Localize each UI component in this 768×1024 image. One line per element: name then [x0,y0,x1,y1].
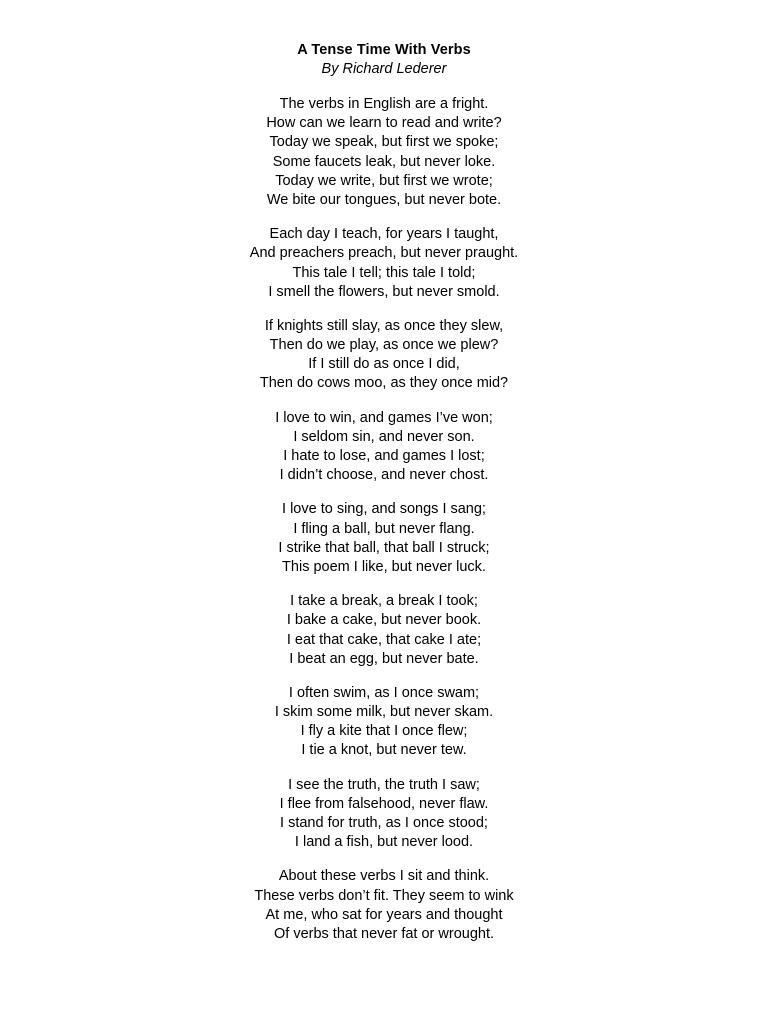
poem-author: By Richard Lederer [321,61,447,77]
poem-line: I eat that cake, that cake I ate; [286,631,482,648]
poem-line: I strike that ball, that ball I struck; [278,539,490,556]
stanza-9 [0,867,768,944]
stanza-3 [0,317,768,394]
poem-line: How can we learn to read and write? [266,115,502,132]
poem-line: If I still do as once I did, [308,356,460,373]
poem-line: I take a break, a break I took; [290,593,478,610]
poem-line: And preachers preach, but never praught. [249,245,519,262]
poem-line: Each day I teach, for years I taught, [269,226,499,243]
stanza-7 [0,684,768,761]
poem-line: I love to win, and games I’ve won; [275,409,493,426]
poem-line: Then do we play, as once we plew? [269,337,499,354]
poem-line: Then do cows moo, as they once mid? [259,375,509,392]
poem-title: A Tense Time With Verbs [297,42,471,58]
poem-line: I flee from falsehood, never flaw. [279,795,489,812]
poem-line: About these verbs I sit and think. [278,868,490,885]
poem-line: We bite our tongues, but never bote. [266,191,502,208]
poem-line: This poem I like, but never luck. [282,558,486,575]
poem-line: I beat an egg, but never bate. [289,650,479,667]
stanza-5 [0,500,768,577]
poem-line: Today we speak, but first we spoke; [269,134,499,151]
poem-line: I fly a kite that I once flew; [300,723,468,740]
poem-line: Today we write, but first we wrote; [275,172,493,189]
poem-line: The verbs in English are a fright. [279,96,489,112]
poem-line: I seldom sin, and never son. [293,428,475,445]
stanza-4 [0,409,768,486]
poem-line: I hate to lose, and games I lost; [283,448,485,464]
poem-line: I stand for truth, as I once stood; [280,815,488,831]
poem-line: I didn’t choose, and never chost. [279,467,489,484]
poem-line: At me, who sat for years and thought [265,906,503,923]
poem-line: I see the truth, the truth I saw; [288,776,480,793]
stanza-6 [0,592,768,669]
poem-line: I fling a ball, but never flang. [293,520,475,537]
poem-line: If knights still slay, as once they slew, [264,317,504,334]
poem-line: This tale I tell; this tale I told; [292,264,476,281]
poem-line: I land a fish, but never lood. [294,834,474,851]
stanza-8 [0,776,768,853]
poem-line: Some faucets leak, but never loke. [272,153,496,170]
poem-page [0,41,768,944]
poem-line: These verbs don’t fit. They seem to wink [254,887,514,904]
poem-line: I smell the flowers, but never smold. [268,283,500,300]
poem-line: I skim some milk, but never skam. [274,704,494,721]
poem-line: I bake a cake, but never book. [286,612,482,629]
poem-line: Of verbs that never fat or wrought. [273,925,495,942]
stanza-2 [0,225,768,302]
poem-line: I love to sing, and songs I sang; [282,501,486,518]
poem-line: I tie a knot, but never tew. [301,742,467,759]
stanza-1 [0,95,768,210]
poem-line: I often swim, as I once swam; [288,684,480,701]
